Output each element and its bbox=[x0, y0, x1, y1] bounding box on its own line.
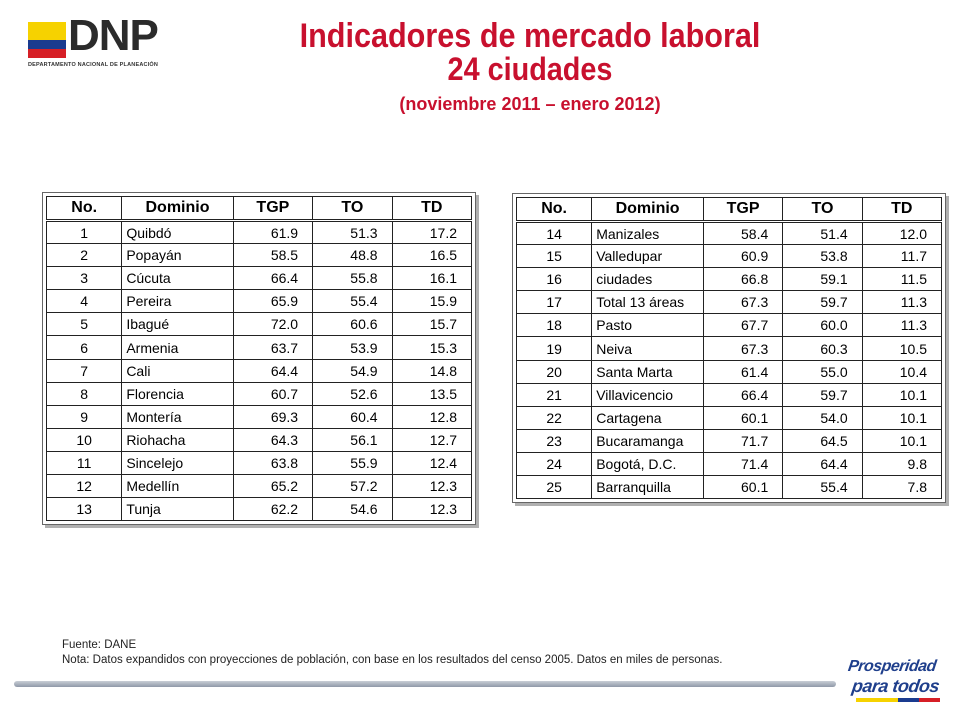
row-to: 64.5 bbox=[783, 429, 862, 452]
table-row bbox=[47, 313, 472, 336]
table-row bbox=[47, 451, 472, 474]
footer-divider bbox=[14, 681, 836, 687]
table-row bbox=[47, 221, 472, 244]
row-domain: Cali bbox=[122, 359, 233, 382]
column-header: TD bbox=[862, 198, 941, 222]
row-domain: Florencia bbox=[122, 382, 233, 405]
logo-text: DNP bbox=[68, 11, 158, 60]
source-note: Fuente: DANE bbox=[62, 639, 137, 651]
row-domain: Valledupar bbox=[592, 245, 704, 268]
logo-subtitle: DEPARTAMENTO NACIONAL DE PLANEACIÓN bbox=[28, 62, 159, 68]
row-domain: Sincelejo bbox=[122, 451, 233, 474]
row-td: 11.7 bbox=[862, 245, 941, 268]
row-td: 9.8 bbox=[862, 452, 941, 475]
row-domain: Barranquilla bbox=[592, 476, 704, 499]
row-td: 7.8 bbox=[862, 476, 941, 499]
row-to: 54.6 bbox=[313, 498, 392, 521]
row-to: 59.7 bbox=[783, 291, 862, 314]
row-td: 10.1 bbox=[862, 429, 941, 452]
row-number: 17 bbox=[517, 291, 592, 314]
row-number: 16 bbox=[517, 268, 592, 291]
row-td: 16.5 bbox=[392, 244, 471, 267]
table-row bbox=[517, 245, 942, 268]
row-number: 22 bbox=[517, 406, 592, 429]
table-row bbox=[47, 290, 472, 313]
row-domain: Montería bbox=[122, 405, 233, 428]
row-to: 56.1 bbox=[313, 428, 392, 451]
table-row bbox=[517, 360, 942, 383]
column-header: No. bbox=[47, 197, 122, 221]
row-domain: Cartagena bbox=[592, 406, 704, 429]
table-header-row bbox=[47, 197, 472, 221]
row-number: 2 bbox=[47, 244, 122, 267]
row-number: 8 bbox=[47, 382, 122, 405]
row-tgp: 63.7 bbox=[233, 336, 312, 359]
page-title: Indicadores de mercado laboral bbox=[299, 17, 761, 55]
row-td: 12.3 bbox=[392, 498, 471, 521]
table-row bbox=[47, 336, 472, 359]
row-td: 16.1 bbox=[392, 267, 471, 290]
row-number: 23 bbox=[517, 429, 592, 452]
row-tgp: 64.3 bbox=[233, 428, 312, 451]
row-domain: Medellín bbox=[122, 475, 233, 498]
row-domain: Bucaramanga bbox=[592, 429, 704, 452]
row-td: 12.4 bbox=[392, 451, 471, 474]
row-tgp: 66.4 bbox=[233, 267, 312, 290]
row-td: 10.1 bbox=[862, 383, 941, 406]
row-number: 9 bbox=[47, 405, 122, 428]
prosperidad-logo bbox=[848, 656, 940, 702]
brand-stripe bbox=[856, 698, 940, 702]
row-td: 14.8 bbox=[392, 359, 471, 382]
row-domain: Armenia bbox=[122, 336, 233, 359]
row-number: 14 bbox=[517, 222, 592, 245]
row-tgp: 65.2 bbox=[233, 475, 312, 498]
row-tgp: 60.1 bbox=[703, 476, 782, 499]
table-row bbox=[47, 359, 472, 382]
brand-line2: para todos bbox=[850, 676, 941, 696]
row-td: 11.5 bbox=[862, 268, 941, 291]
table-row bbox=[517, 222, 942, 245]
row-td: 15.9 bbox=[392, 290, 471, 313]
row-number: 21 bbox=[517, 383, 592, 406]
row-number: 4 bbox=[47, 290, 122, 313]
row-tgp: 61.9 bbox=[233, 221, 312, 244]
row-number: 11 bbox=[47, 451, 122, 474]
table-row bbox=[47, 475, 472, 498]
row-td: 12.8 bbox=[392, 405, 471, 428]
column-header: TO bbox=[313, 197, 392, 221]
row-td: 12.0 bbox=[862, 222, 941, 245]
row-number: 7 bbox=[47, 359, 122, 382]
table-row bbox=[517, 429, 942, 452]
table-row bbox=[517, 291, 942, 314]
table-row bbox=[517, 476, 942, 499]
row-number: 19 bbox=[517, 337, 592, 360]
row-domain: Pereira bbox=[122, 290, 233, 313]
left-table bbox=[42, 192, 476, 525]
row-domain: Popayán bbox=[122, 244, 233, 267]
row-to: 48.8 bbox=[313, 244, 392, 267]
row-tgp: 60.7 bbox=[233, 382, 312, 405]
row-number: 15 bbox=[517, 245, 592, 268]
colombia-flag-icon bbox=[28, 22, 66, 58]
row-to: 54.0 bbox=[783, 406, 862, 429]
row-td: 15.7 bbox=[392, 313, 471, 336]
dnp-logo bbox=[28, 11, 188, 72]
row-domain: Total 13 áreas bbox=[592, 291, 704, 314]
page-subtitle: (noviembre 2011 – enero 2012) bbox=[399, 94, 661, 114]
row-tgp: 64.4 bbox=[233, 359, 312, 382]
row-tgp: 67.3 bbox=[703, 291, 782, 314]
footnote: Nota: Datos expandidos con proyecciones de población, con base en los resultados del censo 2005. Datos en miles de personas. bbox=[62, 654, 723, 666]
row-tgp: 66.4 bbox=[703, 383, 782, 406]
row-tgp: 67.3 bbox=[703, 337, 782, 360]
row-tgp: 71.7 bbox=[703, 429, 782, 452]
row-number: 24 bbox=[517, 452, 592, 475]
brand-line1: Prosperidad bbox=[846, 658, 938, 675]
table-row bbox=[47, 405, 472, 428]
row-tgp: 66.8 bbox=[703, 268, 782, 291]
table-row bbox=[517, 406, 942, 429]
column-header: TD bbox=[392, 197, 471, 221]
row-domain: Neiva bbox=[592, 337, 704, 360]
row-to: 59.7 bbox=[783, 383, 862, 406]
row-tgp: 58.5 bbox=[233, 244, 312, 267]
row-tgp: 58.4 bbox=[703, 222, 782, 245]
row-tgp: 60.1 bbox=[703, 406, 782, 429]
row-number: 13 bbox=[47, 498, 122, 521]
row-domain: Ibagué bbox=[122, 313, 233, 336]
table-row bbox=[47, 498, 472, 521]
row-td: 17.2 bbox=[392, 221, 471, 244]
row-to: 59.1 bbox=[783, 268, 862, 291]
table-row bbox=[47, 428, 472, 451]
row-domain: Pasto bbox=[592, 314, 704, 337]
row-to: 53.9 bbox=[313, 336, 392, 359]
row-domain: ciudades bbox=[592, 268, 704, 291]
row-domain: Bogotá, D.C. bbox=[592, 452, 704, 475]
row-to: 51.4 bbox=[783, 222, 862, 245]
row-domain: Villavicencio bbox=[592, 383, 704, 406]
column-header: TGP bbox=[703, 198, 782, 222]
row-to: 64.4 bbox=[783, 452, 862, 475]
row-tgp: 60.9 bbox=[703, 245, 782, 268]
row-number: 1 bbox=[47, 221, 122, 244]
row-tgp: 62.2 bbox=[233, 498, 312, 521]
table-row bbox=[47, 267, 472, 290]
row-number: 25 bbox=[517, 476, 592, 499]
row-td: 10.4 bbox=[862, 360, 941, 383]
row-tgp: 61.4 bbox=[703, 360, 782, 383]
row-td: 10.5 bbox=[862, 337, 941, 360]
column-header: Dominio bbox=[592, 198, 704, 222]
column-header: TGP bbox=[233, 197, 312, 221]
row-td: 13.5 bbox=[392, 382, 471, 405]
row-td: 11.3 bbox=[862, 291, 941, 314]
table-row bbox=[517, 452, 942, 475]
page-title-line2: 24 ciudades bbox=[447, 51, 613, 87]
row-number: 12 bbox=[47, 475, 122, 498]
row-to: 51.3 bbox=[313, 221, 392, 244]
row-tgp: 69.3 bbox=[233, 405, 312, 428]
column-header: No. bbox=[517, 198, 592, 222]
row-to: 60.3 bbox=[783, 337, 862, 360]
row-to: 55.9 bbox=[313, 451, 392, 474]
row-to: 55.0 bbox=[783, 360, 862, 383]
table-row bbox=[517, 383, 942, 406]
column-header: Dominio bbox=[122, 197, 233, 221]
row-to: 60.6 bbox=[313, 313, 392, 336]
row-tgp: 72.0 bbox=[233, 313, 312, 336]
row-tgp: 71.4 bbox=[703, 452, 782, 475]
row-number: 10 bbox=[47, 428, 122, 451]
row-to: 60.0 bbox=[783, 314, 862, 337]
column-header: TO bbox=[783, 198, 862, 222]
row-number: 18 bbox=[517, 314, 592, 337]
row-td: 12.3 bbox=[392, 475, 471, 498]
row-td: 12.7 bbox=[392, 428, 471, 451]
row-to: 60.4 bbox=[313, 405, 392, 428]
row-domain: Cúcuta bbox=[122, 267, 233, 290]
row-to: 54.9 bbox=[313, 359, 392, 382]
row-to: 55.8 bbox=[313, 267, 392, 290]
row-to: 57.2 bbox=[313, 475, 392, 498]
table-header-row bbox=[517, 198, 942, 222]
row-domain: Manizales bbox=[592, 222, 704, 245]
row-td: 11.3 bbox=[862, 314, 941, 337]
row-td: 15.3 bbox=[392, 336, 471, 359]
row-domain: Santa Marta bbox=[592, 360, 704, 383]
row-td: 10.1 bbox=[862, 406, 941, 429]
row-number: 20 bbox=[517, 360, 592, 383]
row-number: 3 bbox=[47, 267, 122, 290]
row-tgp: 65.9 bbox=[233, 290, 312, 313]
row-tgp: 67.7 bbox=[703, 314, 782, 337]
table-row bbox=[517, 268, 942, 291]
row-number: 5 bbox=[47, 313, 122, 336]
table-row bbox=[47, 382, 472, 405]
right-table bbox=[512, 193, 946, 503]
row-domain: Tunja bbox=[122, 498, 233, 521]
table-row bbox=[517, 314, 942, 337]
row-tgp: 63.8 bbox=[233, 451, 312, 474]
row-to: 55.4 bbox=[313, 290, 392, 313]
row-to: 53.8 bbox=[783, 245, 862, 268]
row-to: 52.6 bbox=[313, 382, 392, 405]
table-row bbox=[517, 337, 942, 360]
row-number: 6 bbox=[47, 336, 122, 359]
row-domain: Riohacha bbox=[122, 428, 233, 451]
row-to: 55.4 bbox=[783, 476, 862, 499]
row-domain: Quibdó bbox=[122, 221, 233, 244]
table-row bbox=[47, 244, 472, 267]
